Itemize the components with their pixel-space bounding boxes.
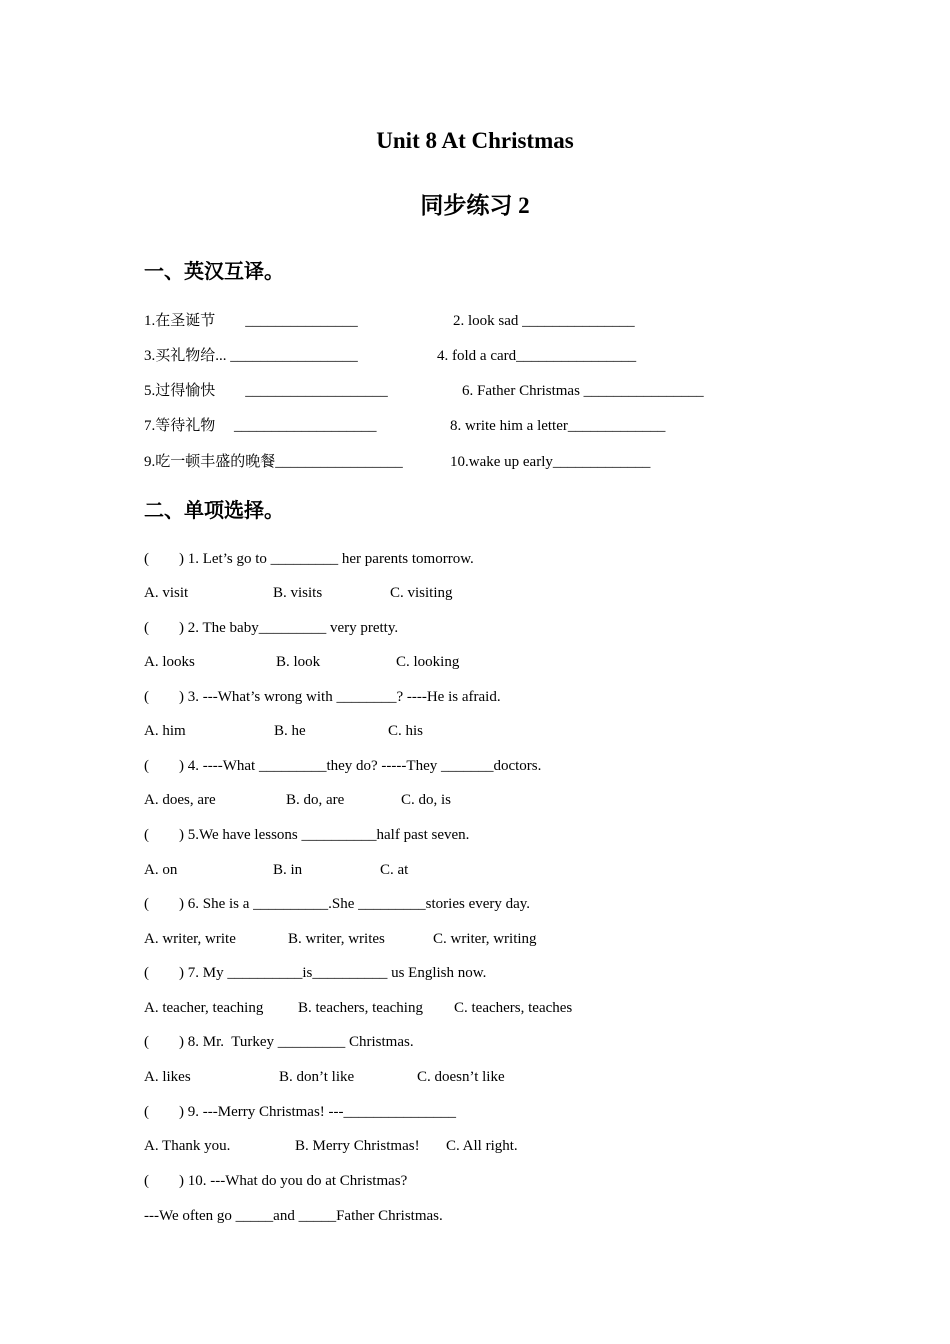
- translation-item: 1.在圣诞节 _______________: [144, 313, 358, 329]
- question-stem: ( ) 1. Let’s go to _________ her parents tomorrow.: [144, 551, 474, 567]
- translation-item: 8. write him a letter_____________: [450, 418, 666, 434]
- question-stem: ( ) 7. My __________is__________ us English now.: [144, 965, 487, 981]
- option-b: B. do, are: [286, 792, 345, 808]
- translation-item: 5.过得愉快 ___________________: [144, 383, 388, 399]
- option-b: B. teachers, teaching: [298, 1000, 423, 1016]
- option-c: C. All right.: [446, 1138, 518, 1154]
- option-b: B. he: [274, 723, 306, 739]
- option-a: A. him: [144, 723, 186, 739]
- translation-item: 6. Father Christmas ________________: [462, 383, 704, 399]
- option-a: A. writer, write: [144, 931, 236, 947]
- question-stem: ( ) 5.We have lessons __________half past seven.: [144, 827, 470, 843]
- option-c: C. visiting: [390, 585, 453, 601]
- page-title: Unit 8 At Christmas: [376, 128, 574, 153]
- option-a: A. does, are: [144, 792, 216, 808]
- option-a: A. visit: [144, 585, 189, 601]
- section-heading-translation: 一、英汉互译。: [144, 259, 284, 283]
- option-c: C. do, is: [401, 792, 452, 808]
- option-b: B. writer, writes: [288, 931, 385, 947]
- option-a: A. Thank you.: [144, 1138, 231, 1154]
- section-heading-choice: 二、单项选择。: [144, 498, 284, 522]
- translation-item: 9.吃一顿丰盛的晚餐_________________: [144, 454, 403, 470]
- option-b: B. visits: [273, 585, 323, 601]
- question-followup: ---We often go _____and _____Father Christmas.: [144, 1208, 443, 1224]
- translation-item: 4. fold a card________________: [437, 348, 637, 364]
- option-b: B. look: [276, 654, 321, 670]
- option-b: B. Merry Christmas!: [295, 1138, 420, 1154]
- question-stem: ( ) 3. ---What’s wrong with ________? ----He is afraid.: [144, 689, 501, 705]
- question-stem: ( ) 4. ----What _________they do? -----They _______doctors.: [144, 758, 542, 774]
- translation-item: 2. look sad _______________: [453, 313, 635, 329]
- question-stem: ( ) 8. Mr. Turkey _________ Christmas.: [144, 1034, 414, 1050]
- option-c: C. at: [380, 862, 409, 878]
- question-stem: ( ) 6. She is a __________.She _________stories every day.: [144, 896, 531, 912]
- question-stem: ( ) 2. The baby_________ very pretty.: [144, 620, 399, 636]
- option-c: C. teachers, teaches: [454, 1000, 573, 1016]
- option-a: A. looks: [144, 654, 195, 670]
- option-c: C. doesn’t like: [417, 1069, 505, 1085]
- option-a: A. teacher, teaching: [144, 1000, 264, 1016]
- question-stem: ( ) 10. ---What do you do at Christmas?: [144, 1173, 408, 1189]
- option-a: A. on: [144, 862, 178, 878]
- option-a: A. likes: [144, 1069, 191, 1085]
- translation-item: 7.等待礼物 ___________________: [144, 418, 377, 434]
- translation-item: 10.wake up early_____________: [450, 454, 651, 470]
- translation-item: 3.买礼物给... _________________: [144, 348, 358, 364]
- option-b: B. don’t like: [279, 1069, 355, 1085]
- option-c: C. his: [388, 723, 424, 739]
- page-subtitle: 同步练习 2: [420, 193, 530, 218]
- option-b: B. in: [273, 862, 303, 878]
- option-c: C. writer, writing: [433, 931, 537, 947]
- question-stem: ( ) 9. ---Merry Christmas! ---_______________: [144, 1104, 457, 1120]
- option-c: C. looking: [396, 654, 460, 670]
